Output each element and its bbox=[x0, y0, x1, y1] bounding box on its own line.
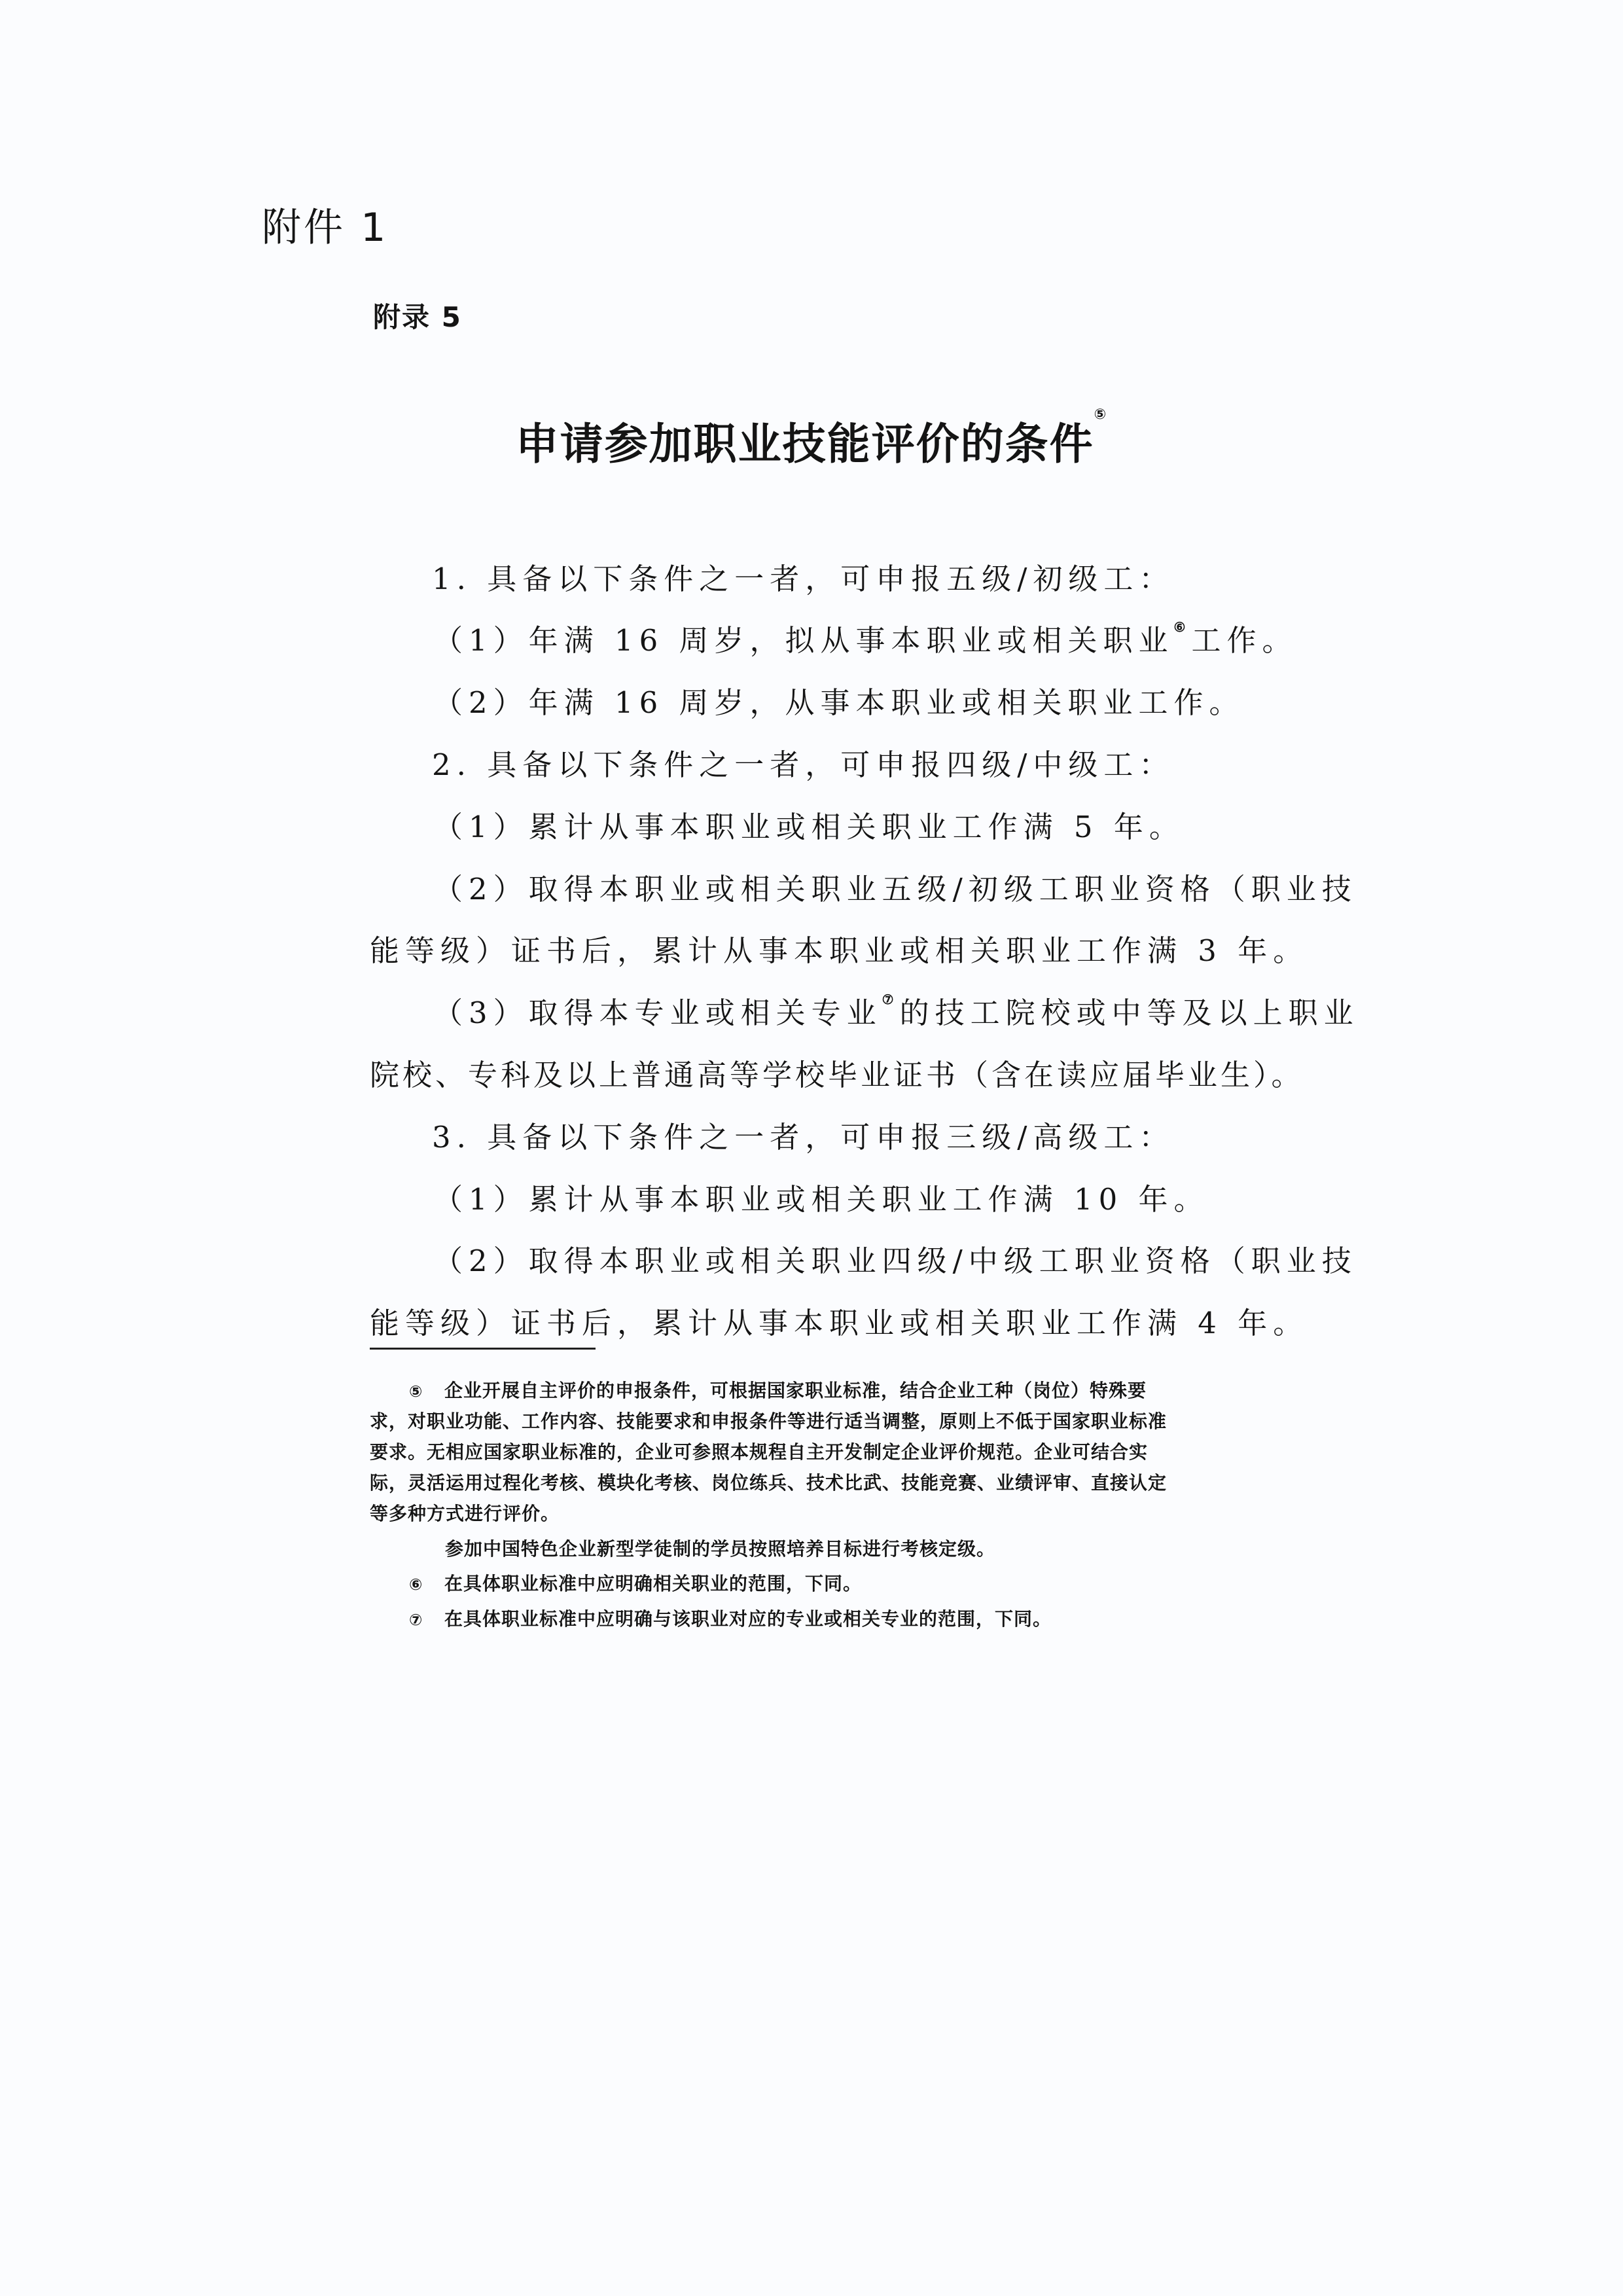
footnote-6 bbox=[409, 1570, 862, 1596]
footnote-7-mark: ⑦ bbox=[409, 1611, 423, 1629]
footnote-6-mark: ⑥ bbox=[409, 1575, 423, 1594]
condition-2-3-text-a: （3）取得本专业或相关专业 bbox=[433, 996, 882, 1030]
footnote-ref-5: ⑤ bbox=[1094, 406, 1108, 423]
page-title bbox=[0, 406, 1623, 471]
condition-1-1-text-b: 工作。 bbox=[1191, 623, 1298, 658]
footnote-5-line3: 要求。无相应国家职业标准的，企业可参照本规程自主开发制定企业评价规范。企业可结合实 bbox=[370, 1441, 1149, 1463]
condition-2-3-line2: 院校、专科及以上普通高等学校毕业证书（含在读应届毕业生）。 bbox=[370, 1058, 1304, 1092]
footnote-7 bbox=[409, 1605, 1052, 1631]
footnote-6-text: 在具体职业标准中应明确相关职业的范围，下同。 bbox=[444, 1573, 863, 1594]
footnote-ref-7: ⑦ bbox=[882, 992, 900, 1007]
condition-1-1 bbox=[433, 617, 1297, 659]
attachment-label: 附件 1 bbox=[262, 205, 389, 251]
footnote-7-text: 在具体职业标准中应明确与该职业对应的专业或相关专业的范围，下同。 bbox=[444, 1608, 1052, 1630]
footnote-5-line4: 际，灵活运用过程化考核、模块化考核、岗位练兵、技术比武、技能竞赛、业绩评审、直接认定 bbox=[370, 1472, 1168, 1494]
condition-3-2-line2: 能等级）证书后，累计从事本职业或相关职业工作满 4 年。 bbox=[370, 1306, 1309, 1340]
footnote-5-text: 企业开展自主评价的申报条件，可根据国家职业标准，结合企业工种（岗位）特殊要 bbox=[444, 1380, 1147, 1401]
condition-level-5-heading: 1. 具备以下条件之一者，可申报五级/初级工： bbox=[432, 562, 1175, 596]
condition-1-2: （2）年满 16 周岁，从事本职业或相关职业工作。 bbox=[433, 685, 1245, 720]
footnote-5-line2: 求，对职业功能、工作内容、技能要求和申报条件等进行适当调整，原则上不低于国家职业标准 bbox=[370, 1410, 1168, 1432]
title-text: 申请参加职业技能评价的条件 bbox=[515, 419, 1094, 469]
footnote-divider bbox=[370, 1348, 596, 1350]
footnote-5-line6: 参加中国特色企业新型学徒制的学员按照培养目标进行考核定级。 bbox=[445, 1538, 996, 1560]
condition-2-3-text-b: 的技工院校或中等及以上职业 bbox=[899, 996, 1359, 1030]
condition-level-3-heading: 3. 具备以下条件之一者，可申报三级/高级工： bbox=[432, 1120, 1175, 1155]
condition-2-2-line1: （2）取得本职业或相关职业五级/初级工职业资格（职业技 bbox=[433, 872, 1357, 906]
footnote-ref-6: ⑥ bbox=[1173, 619, 1192, 635]
condition-2-2-line2: 能等级）证书后，累计从事本职业或相关职业工作满 3 年。 bbox=[370, 933, 1309, 968]
footnote-5-mark: ⑤ bbox=[409, 1382, 423, 1401]
condition-3-2-line1: （2）取得本职业或相关职业四级/中级工职业资格（职业技 bbox=[433, 1244, 1357, 1278]
footnote-5-line1 bbox=[409, 1376, 1147, 1403]
condition-2-1: （1）累计从事本职业或相关职业工作满 5 年。 bbox=[433, 810, 1185, 844]
condition-level-4-heading: 2. 具备以下条件之一者，可申报四级/中级工： bbox=[432, 747, 1175, 782]
condition-1-1-text-a: （1）年满 16 周岁，拟从事本职业或相关职业 bbox=[433, 623, 1174, 658]
condition-2-3-line1 bbox=[433, 989, 1359, 1031]
condition-3-1: （1）累计从事本职业或相关职业工作满 10 年。 bbox=[433, 1182, 1209, 1217]
footnote-5-line5: 等多种方式进行评价。 bbox=[370, 1503, 560, 1524]
appendix-label: 附录 5 bbox=[373, 301, 462, 333]
